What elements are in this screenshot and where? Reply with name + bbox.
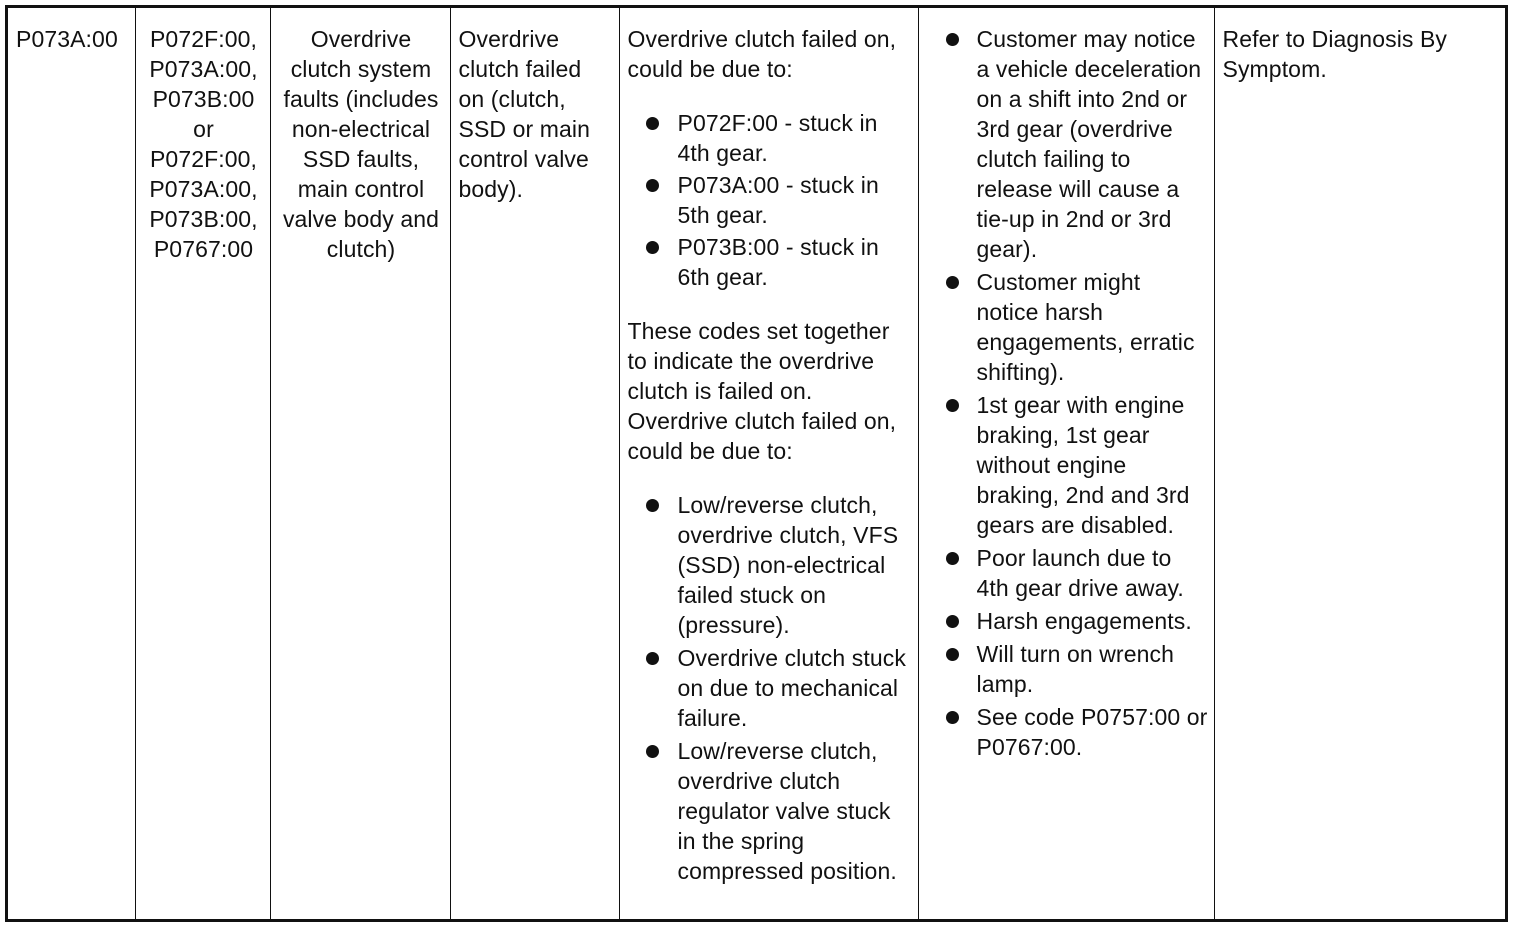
related-dtc-line: P072F:00, xyxy=(149,146,258,172)
dtc-table xyxy=(8,8,1505,919)
bullet-icon xyxy=(946,33,959,46)
action-text: Refer to Diagnosis By Symptom. xyxy=(1222,26,1448,82)
list-item-text: Low/reverse clutch, overdrive clutch, VFS (SSD) non-electrical failed stuck on (pressure). xyxy=(677,492,899,638)
list-item-text: Customer might notice harsh engagements, erratic shifting). xyxy=(976,269,1195,385)
list-item xyxy=(927,24,1208,264)
list-item xyxy=(628,170,912,230)
list-item-text: P073A:00 - stuck in 5th gear. xyxy=(677,172,879,228)
related-dtc-line: P073A:00, xyxy=(149,176,258,202)
list-item xyxy=(628,108,912,168)
bullet-icon xyxy=(946,711,959,724)
related-dtcs-cell xyxy=(135,8,270,919)
list-item xyxy=(628,736,912,886)
list-item-text: Poor launch due to 4th gear drive away. xyxy=(976,545,1184,601)
description-cell xyxy=(619,8,918,919)
dtc-table-frame xyxy=(5,5,1508,922)
related-dtc-line: or xyxy=(193,116,214,142)
bullet-icon xyxy=(646,652,659,665)
list-item xyxy=(927,606,1208,636)
list-item-text: See code P0757:00 or P0767:00. xyxy=(976,704,1208,760)
related-dtc-line: P0767:00 xyxy=(153,236,254,262)
list-item-text: P072F:00 - stuck in 4th gear. xyxy=(677,110,878,166)
list-item xyxy=(927,702,1208,762)
list-item-text: 1st gear with engine braking, 1st gear without engine braking, 2nd and 3rd gears are disabled. xyxy=(976,392,1190,538)
symptom-list xyxy=(927,24,1208,762)
cause-list xyxy=(628,490,912,886)
bullet-icon xyxy=(946,615,959,628)
action-cell xyxy=(1214,8,1505,919)
list-item-text: P073B:00 - stuck in 6th gear. xyxy=(677,234,879,290)
bullet-icon xyxy=(646,241,659,254)
bullet-icon xyxy=(646,179,659,192)
description-intro: Overdrive clutch failed on, could be due to: xyxy=(627,26,897,82)
list-item xyxy=(927,639,1208,699)
bullet-icon xyxy=(646,499,659,512)
list-item-text: Harsh engagements. xyxy=(976,608,1192,634)
related-dtc-line: P073A:00, xyxy=(149,56,258,82)
stuck-gear-list xyxy=(628,108,912,292)
list-item-text: Will turn on wrench lamp. xyxy=(976,641,1174,697)
list-item-text: Low/reverse clutch, overdrive clutch regulator valve stuck in the spring compressed position. xyxy=(677,738,897,884)
bullet-icon xyxy=(946,648,959,661)
bullet-icon xyxy=(646,745,659,758)
list-item xyxy=(927,390,1208,540)
bullet-icon xyxy=(946,399,959,412)
fault-mode-text: Overdrive clutch failed on (clutch, SSD or main control valve body). xyxy=(458,26,590,202)
description-paragraph: These codes set together to indicate the overdrive clutch is failed on. Overdrive clutch failed on, could be due to: xyxy=(627,318,897,464)
fault-category-cell xyxy=(270,8,450,919)
table-row xyxy=(8,8,1505,919)
bullet-icon xyxy=(646,117,659,130)
fault-mode-cell xyxy=(450,8,619,919)
dtc-cell xyxy=(8,8,135,919)
list-item xyxy=(927,267,1208,387)
bullet-icon xyxy=(946,552,959,565)
list-item xyxy=(927,543,1208,603)
bullet-icon xyxy=(946,276,959,289)
symptoms-cell xyxy=(918,8,1214,919)
list-item-text: Overdrive clutch stuck on due to mechanical failure. xyxy=(677,645,906,731)
list-item xyxy=(628,232,912,292)
list-item-text: Customer may notice a vehicle deceleration on a shift into 2nd or 3rd gear (overdrive clutch failing to release will cause a tie-up in 2nd or 3rd gear). xyxy=(976,26,1202,262)
related-dtc-line: P072F:00, xyxy=(149,26,258,52)
list-item xyxy=(628,490,912,640)
fault-category-text: Overdrive clutch system faults (includes non-electrical SSD faults, main control valve body and clutch) xyxy=(282,26,440,262)
related-dtc-line: P073B:00 xyxy=(152,86,255,112)
related-dtc-line: P073B:00, xyxy=(149,206,258,232)
list-item xyxy=(628,643,912,733)
dtc-code: P073A:00 xyxy=(16,26,118,52)
